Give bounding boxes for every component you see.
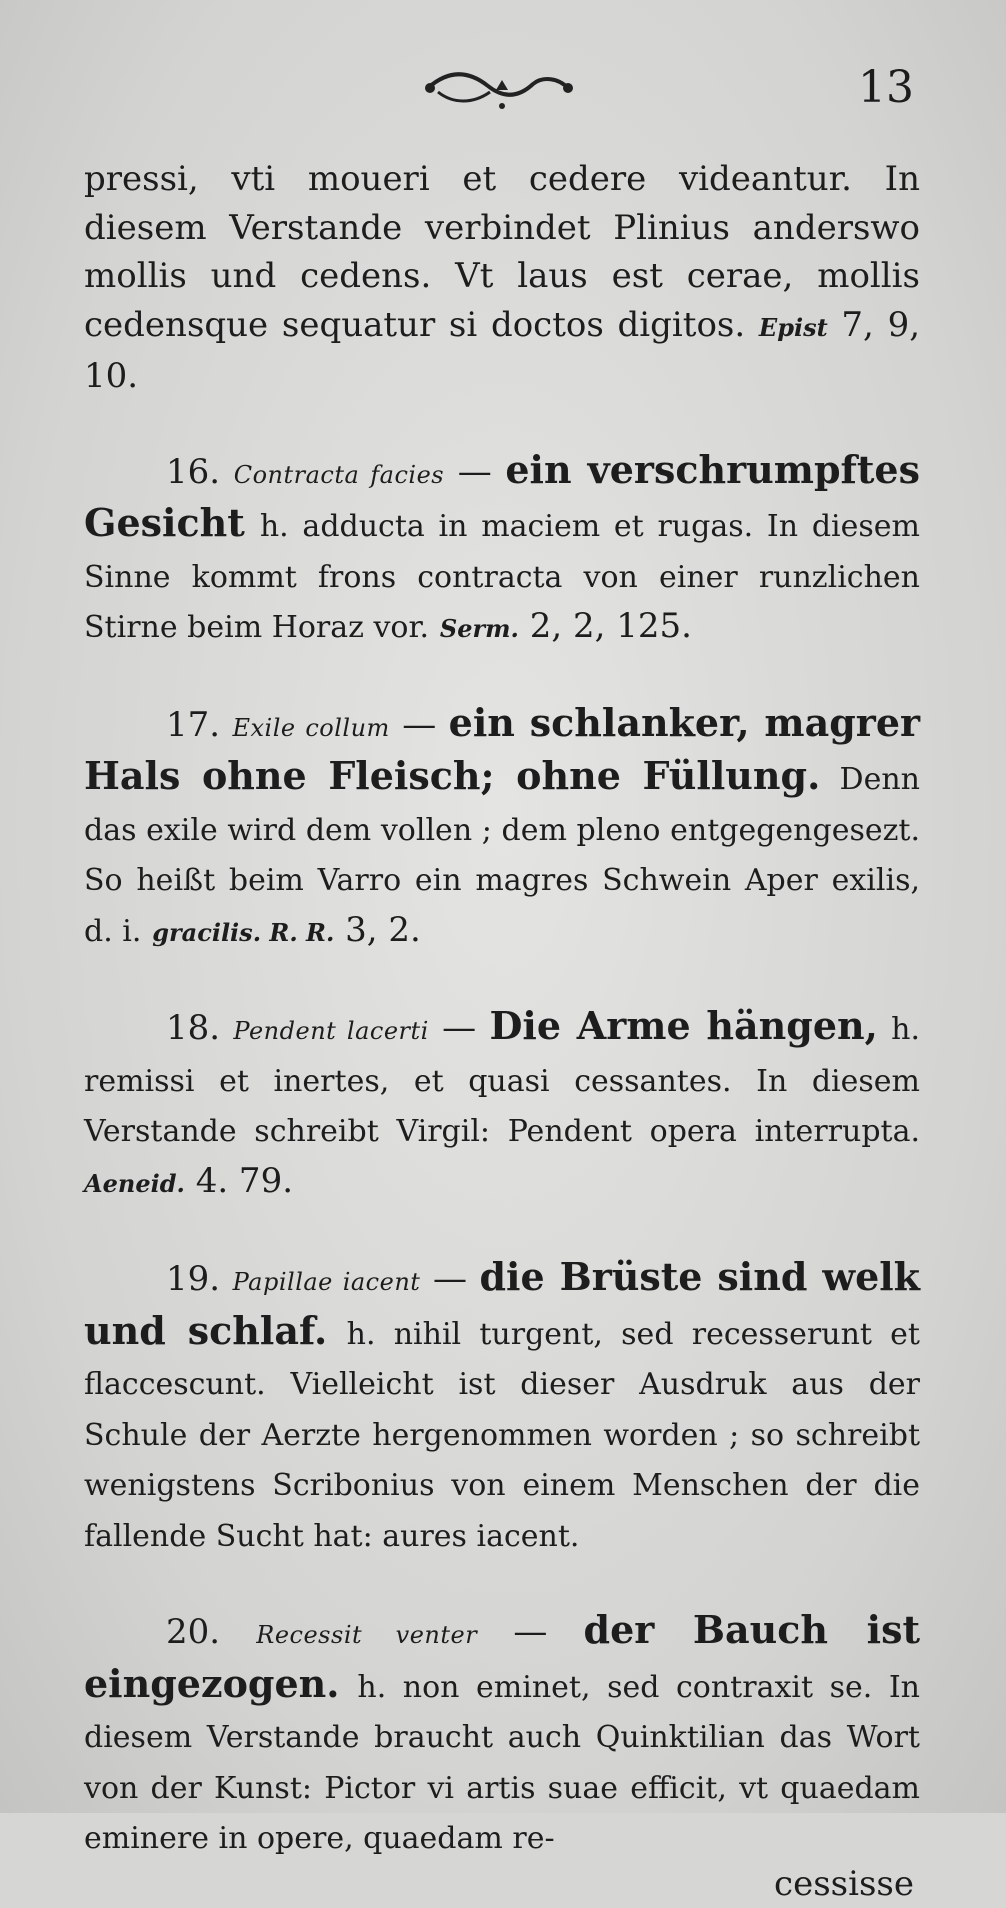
paragraph-body: h. remissi et inertes, et quasi cessantes. In diesem Verstande schreibt Virgil: Pendent opera interrupta. [84, 1012, 920, 1149]
paragraph-number: 18. [166, 1008, 220, 1048]
paragraph-intro [84, 155, 920, 401]
paragraph-number: 20. [166, 1612, 220, 1652]
dash: — [402, 705, 436, 745]
intro-citation: Epist [759, 313, 828, 342]
latin-lemma: Pendent lacerti [233, 1017, 428, 1045]
page-number: 13 [858, 62, 914, 113]
paragraph-body: Denn das exile wird dem vollen ; dem pleno entgegengesezt. So heißt beim Varro ein magres Schwein Aper exilis, d. i. [84, 762, 920, 949]
german-gloss: die Brüste sind welk und schlaf. [84, 1254, 920, 1353]
dash: — [433, 1259, 467, 1299]
latin-lemma: Exile collum [233, 714, 390, 742]
intro-reference: 7, 9, 10. [84, 305, 920, 397]
intro-text: pressi, vti moueri et cedere videantur. In diesem Verstande verbindet Plinius anderswo mollis und cedens. Vt laus est cerae, mollis cedensque sequatur si doctos digitos. [84, 159, 920, 345]
citation: gracilis. R. R. [152, 918, 334, 947]
reference: 4. 79. [196, 1161, 293, 1201]
german-gloss: der Bauch ist eingezogen. [84, 1607, 920, 1706]
paragraph-number: 17. [166, 705, 220, 745]
paragraph-17 [84, 699, 920, 958]
paragraph-number: 16. [166, 452, 220, 492]
german-gloss: ein verschrumpftes Gesicht [84, 447, 920, 546]
latin-lemma: Papillae iacent [233, 1268, 421, 1296]
german-gloss: Die Arme hängen, [489, 1003, 877, 1048]
dash: — [458, 452, 492, 492]
paragraph-19 [84, 1253, 920, 1561]
reference: 3, 2. [345, 910, 421, 950]
paragraph-body: h. adducta in maciem et rugas. In diesem Sinne kommt frons contracta von einer runzlichen Stirne beim Horaz vor. [84, 509, 920, 645]
paragraph-body: h. nihil turgent, sed recesserunt et flaccescunt. Vielleicht ist dieser Ausdruk aus der Schule der Aerzte hergenommen worden ; so schreibt wenigstens Scribonius von einem Menschen der die fallende Sucht hat: aures iacent. [84, 1317, 920, 1554]
german-gloss: ein schlanker, magrer Hals ohne Fleisch; ohne Füllung. [84, 700, 920, 799]
floral-vignette-icon [418, 60, 578, 120]
reference: 2, 2, 125. [530, 606, 692, 646]
dash: — [442, 1008, 476, 1048]
paragraph-18 [84, 1002, 920, 1208]
page-text [84, 155, 920, 1908]
dash: — [513, 1612, 547, 1652]
paragraph-16 [84, 446, 920, 654]
catchword: cessisse [84, 1860, 914, 1908]
latin-lemma: Recessit venter [256, 1621, 477, 1649]
paragraph-body: h. non eminet, sed contraxit se. In diesem Verstande braucht auch Quinktilian das Wort von der Kunst: Pictor vi artis suae efficit, vt quaedam eminere in opere, quaedam re- [84, 1670, 920, 1857]
citation: Aeneid. [84, 1169, 185, 1198]
paragraph-20 [84, 1606, 920, 1864]
paragraph-number: 19. [166, 1259, 220, 1299]
citation: Serm. [440, 614, 519, 643]
latin-lemma: Contracta facies [234, 461, 444, 489]
